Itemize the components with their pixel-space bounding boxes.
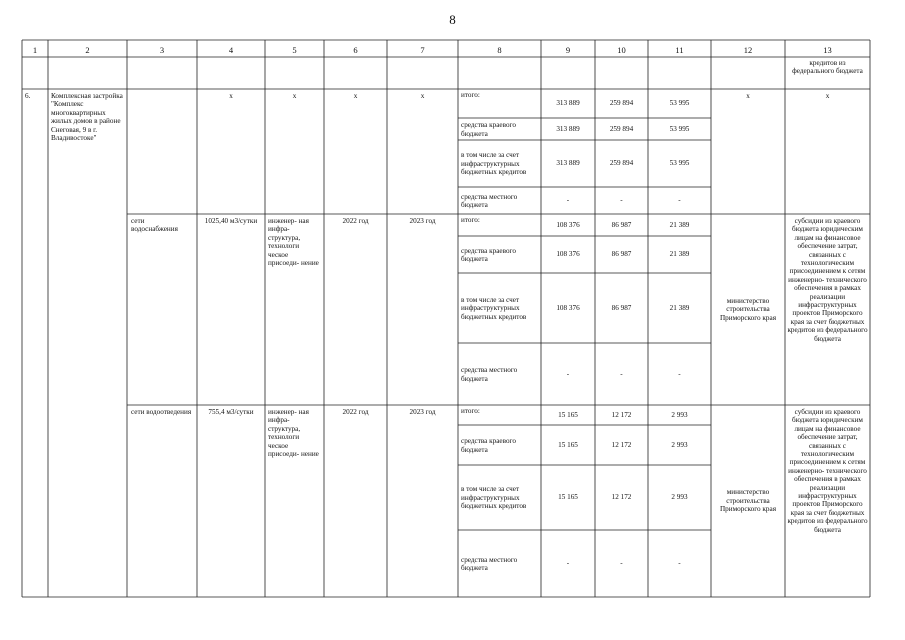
sewerage-value-10: - xyxy=(620,559,623,568)
sewerage-label-1: средства краевого бюджета xyxy=(461,437,516,454)
row6-value-9: - xyxy=(566,196,570,205)
row6-label-1: средства краевого бюджета xyxy=(461,121,516,138)
column-number-3: 3 xyxy=(159,44,165,55)
sewerage-value-11: 2 993 xyxy=(671,440,688,449)
row6-label-2: в том числе за счет инфраструктурных бюджетных кредитов xyxy=(461,151,527,177)
end-cell: x xyxy=(420,92,425,100)
row6-label-0: итого: xyxy=(461,91,480,99)
water-supply-label-1: средства краевого бюджета xyxy=(461,246,516,263)
sewerage-value-11: 2 993 xyxy=(671,410,688,419)
water-supply-label-2: в том числе за счет инфраструктурных бюджетных кредитов xyxy=(461,295,527,321)
water-supply-name: сети водоснабжения xyxy=(131,217,178,234)
executor-cell: x xyxy=(746,92,750,100)
sewerage-start: 2022 год xyxy=(342,408,369,416)
water-supply-label-3: средства местного бюджета xyxy=(461,366,518,383)
water-supply-value-9: 108 376 xyxy=(556,250,580,259)
page-number: 8 xyxy=(449,12,456,27)
row6-value-11: 53 995 xyxy=(669,159,690,168)
water-supply-value-9: 108 376 xyxy=(556,303,580,312)
sewerage-label-2: в том числе за счет инфраструктурных бюджетных кредитов xyxy=(461,485,527,511)
column-number-7: 7 xyxy=(420,44,425,55)
column-number-5: 5 xyxy=(292,44,297,55)
sewerage-value-9: 15 165 xyxy=(558,410,578,419)
row6-value-10: - xyxy=(620,196,623,205)
water-supply-value-10: - xyxy=(620,369,623,378)
water-supply-start: 2022 год xyxy=(342,217,369,225)
sewerage-executor: министерство строительства Приморского края xyxy=(719,488,777,514)
sewerage-value-9: - xyxy=(566,559,570,568)
capacity-cell: x xyxy=(229,92,233,100)
column-number-13: 13 xyxy=(823,44,832,55)
row6-value-10: 259 894 xyxy=(609,99,634,108)
column-number-12: 12 xyxy=(743,44,753,55)
sewerage-label-0: итого: xyxy=(461,407,480,415)
row6-label-3: средства местного бюджета xyxy=(461,192,518,209)
row-number: 6. xyxy=(25,92,31,100)
row6-value-11: 53 995 xyxy=(669,99,690,108)
continuation-note: кредитов из федерального бюджета xyxy=(792,59,863,76)
note-cell: x xyxy=(825,92,830,100)
water-supply-kind: инженер- ная инфра- структура, технологи ческое присоеди- нение xyxy=(268,217,319,268)
column-number-1: 1 xyxy=(32,44,38,55)
water-supply-value-9: - xyxy=(566,369,570,378)
row6-value-11: 53 995 xyxy=(669,124,690,133)
water-supply-executor: министерство строительства Приморского края xyxy=(719,296,777,322)
start-cell: x xyxy=(353,92,358,100)
water-supply-capacity: 1025,40 м3/сутки xyxy=(204,217,258,225)
water-supply-label-0: итого: xyxy=(461,216,480,224)
sewerage-note: субсидии из краевого бюджета юридическим лицам на финансовое обеспечение затрат, связанных с технологическим присоединением к сетям инженерно- технического обеспечения в рамках реализации инфраструктурных проектов Приморского края за счет бюджетных кредитов из федерального бюджета xyxy=(787,408,868,534)
column-number-10: 10 xyxy=(617,44,626,55)
row6-value-10: 259 894 xyxy=(609,124,634,133)
sewerage-value-11: 2 993 xyxy=(671,493,688,502)
sewerage-kind: инженер- ная инфра- структура, технологи ческое присоеди- нение xyxy=(268,408,319,459)
sewerage-value-9: 15 165 xyxy=(558,440,578,449)
water-supply-end: 2023 год xyxy=(409,217,436,225)
water-supply-value-10: 86 987 xyxy=(611,250,632,259)
column-number-8: 8 xyxy=(497,44,502,55)
column-number-9: 9 xyxy=(565,44,571,55)
sewerage-end: 2023 год xyxy=(409,408,436,416)
row6-value-11: - xyxy=(678,196,681,205)
column-number-4: 4 xyxy=(228,44,234,55)
column-number-6: 6 xyxy=(353,44,358,55)
water-supply-note: субсидии из краевого бюджета юридическим лицам на финансовое обеспечение затрат, связанных с технологическим присоединением к сетям инженерно- технического обеспечения в рамках реализации инфраструктурных проектов Приморского края за счет бюджетных кредитов из федерального бюджета xyxy=(787,217,868,343)
sewerage-capacity: 755,4 м3/сутки xyxy=(208,408,254,416)
row6-value-10: 259 894 xyxy=(609,159,634,168)
water-supply-value-11: 21 389 xyxy=(669,303,690,312)
sewerage-value-10: 12 172 xyxy=(611,493,632,502)
sewerage-value-11: - xyxy=(678,559,681,568)
water-supply-value-9: 108 376 xyxy=(556,220,580,229)
row6-value-9: 313 889 xyxy=(556,159,580,168)
object-name: Комплексная застройка "Комплекс многоквартирных жилых домов в районе Снеговая, 9 в г. Владивостоке" xyxy=(51,92,123,143)
sewerage-name: сети водоотведения xyxy=(131,408,192,416)
row6-value-9: 313 889 xyxy=(556,124,580,133)
row6-value-9: 313 889 xyxy=(556,99,580,108)
water-supply-value-10: 86 987 xyxy=(611,303,632,312)
sewerage-value-9: 15 165 xyxy=(558,493,578,502)
column-number-11: 11 xyxy=(675,44,684,55)
water-supply-value-10: 86 987 xyxy=(611,220,632,229)
sewerage-value-10: 12 172 xyxy=(611,410,632,419)
water-supply-value-11: 21 389 xyxy=(669,220,690,229)
water-supply-value-11: - xyxy=(678,369,681,378)
column-number-2: 2 xyxy=(85,44,90,55)
sewerage-value-10: 12 172 xyxy=(611,440,632,449)
water-supply-value-11: 21 389 xyxy=(669,250,690,259)
sewerage-label-3: средства местного бюджета xyxy=(461,555,518,572)
kind-cell: x xyxy=(292,92,297,100)
